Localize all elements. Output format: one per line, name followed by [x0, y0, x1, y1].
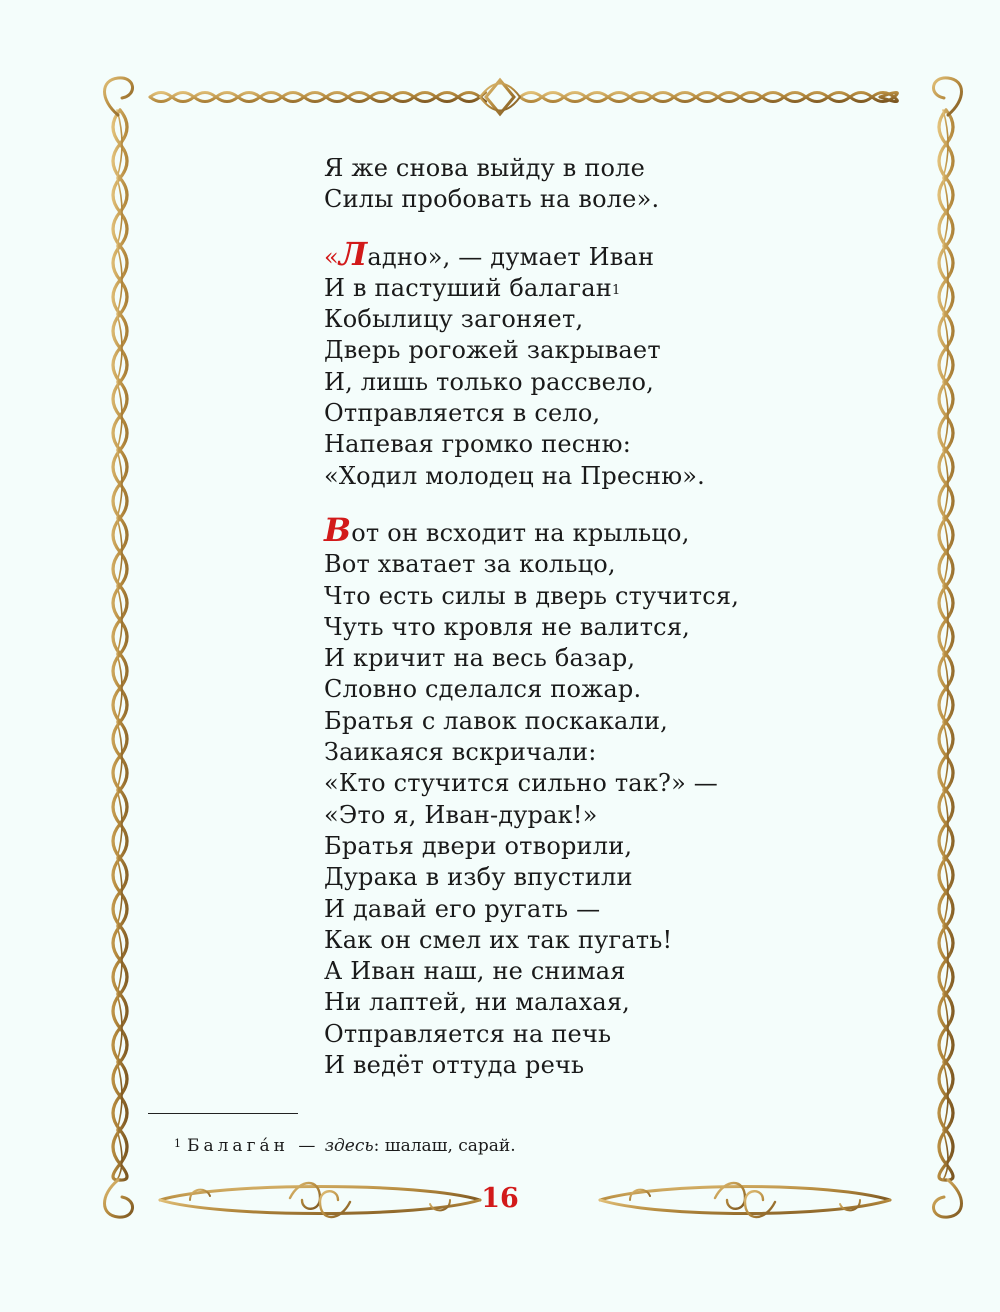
first-line-rest: адно», — думает Иван [367, 242, 655, 271]
poem-line-text: И в пастуший балаган [324, 273, 612, 302]
poem-line: Чуть что кровля не валится, [324, 612, 690, 641]
poem-line: И давай его ругать — [324, 894, 601, 923]
poem-line: Дверь рогожей закрывает [324, 336, 661, 365]
first-line-rest: от он всходит на крыльцо, [351, 518, 690, 547]
poem-line-first [324, 510, 739, 549]
footnote-mark: 1 [174, 1137, 181, 1150]
page-number: 16 [481, 1183, 519, 1214]
poem-line [324, 273, 739, 304]
footnote [174, 1136, 516, 1156]
dropcap-letter: В [324, 510, 352, 549]
poem-line: «Это я, Иван-дурак!» [324, 800, 598, 829]
footnote-divider [148, 1113, 298, 1114]
poem-line: И ведёт оттуда речь [324, 1051, 585, 1080]
poem-line: Силы пробовать на воле». [324, 185, 660, 214]
poem-line: И кричит на весь базар, [324, 644, 636, 673]
right-border [943, 110, 948, 1180]
poem-line: Напевая громко песню: [324, 430, 631, 459]
stanza-3 [324, 510, 740, 1081]
poem-line: Что есть силы в дверь стучится, [324, 581, 740, 610]
poem-line: Кобылицу загоняет, [324, 305, 584, 334]
poem-line: И, лишь только рассвело, [324, 367, 654, 396]
dropcap-quote: « [324, 242, 339, 271]
poem-line: Ни лаптей, ни малахая, [324, 988, 631, 1017]
footnote-ref: 1 [611, 282, 621, 298]
poem-line: «Кто стучится сильно так?» — [324, 769, 718, 798]
poem-line: Словно сделался пожар. [324, 675, 642, 704]
poem-line: А Иван наш, не снимая [324, 957, 626, 986]
poem-line: Отправляется в село, [324, 399, 601, 428]
poem-text [324, 153, 739, 1107]
poem-line: Я же снова выйду в поле [324, 154, 646, 182]
poem-line: Заикаяся вскричали: [324, 738, 597, 767]
poem-line: Вот хватает за кольцо, [324, 550, 616, 579]
poem-line: «Ходил молодец на Пресню». [324, 461, 705, 490]
stanza-1 [324, 153, 739, 216]
left-border [117, 110, 122, 1180]
poem-line: Братья с лавок поскакали, [324, 706, 669, 735]
poem-line: Как он смел их так пугать! [324, 925, 673, 954]
footnote-definition: : шалаш, сарай. [373, 1136, 516, 1156]
footnote-italic: здесь [324, 1136, 374, 1156]
top-center-knot [486, 80, 514, 114]
poem-line: Братья двери отворили, [324, 831, 633, 860]
stanza-2 [324, 234, 739, 492]
footnote-term: Балага́н — [187, 1136, 320, 1156]
dropcap-letter: Л [338, 234, 368, 273]
poem-line: Дурака в избу впустили [324, 863, 633, 892]
poem-line-first [324, 234, 739, 273]
poem-line: Отправляется на печь [324, 1019, 612, 1048]
